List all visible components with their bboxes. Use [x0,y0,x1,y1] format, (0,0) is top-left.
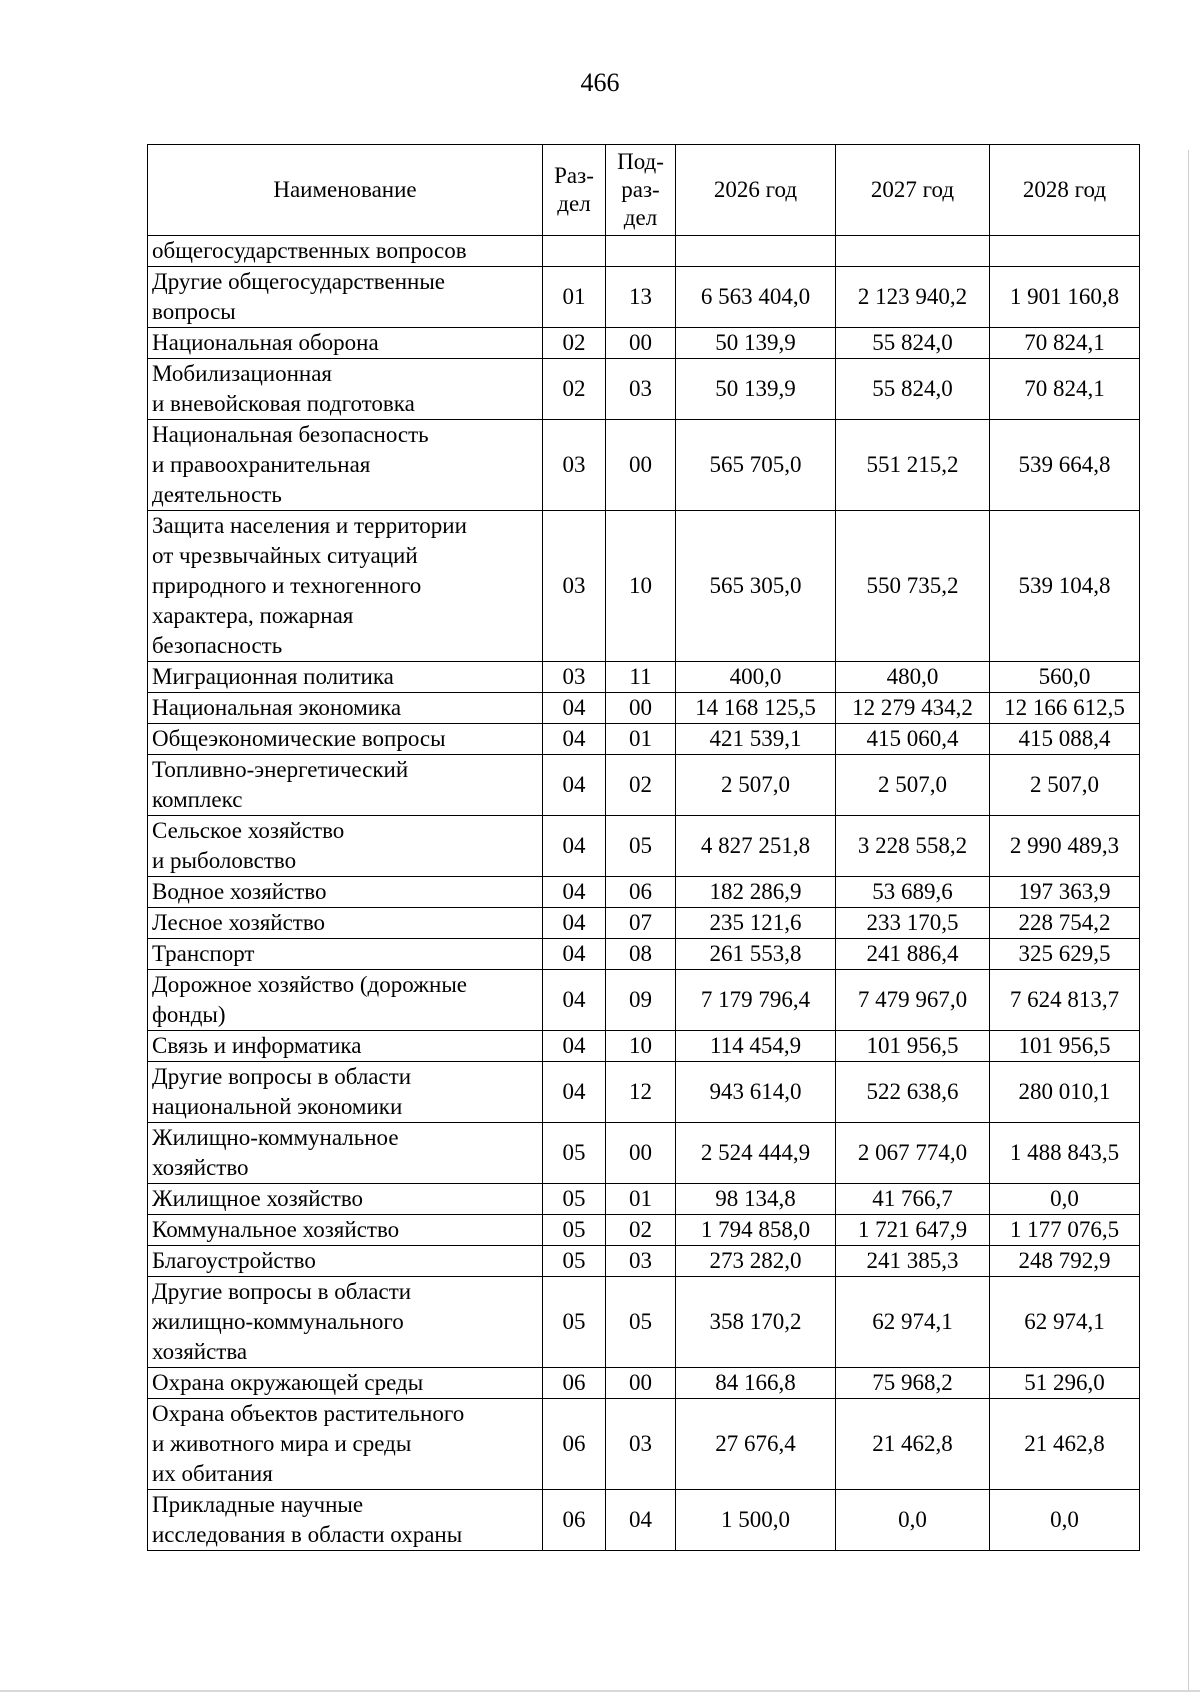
row-podrazdel: 03 [606,359,676,420]
table-row [148,236,1140,267]
table-header-row [148,145,1140,236]
row-value-2028: 1 488 843,5 [990,1123,1140,1184]
row-razdel: 04 [543,1031,606,1062]
row-value-2026: 6 563 404,0 [676,267,836,328]
header-razdel: Раз- дел [543,145,606,236]
row-podrazdel: 03 [606,1246,676,1277]
row-razdel: 04 [543,877,606,908]
row-value-2026: 421 539,1 [676,724,836,755]
row-razdel: 04 [543,755,606,816]
row-value-2028: 0,0 [990,1184,1140,1215]
row-razdel: 03 [543,511,606,662]
row-podrazdel: 00 [606,420,676,511]
row-razdel: 04 [543,908,606,939]
row-razdel: 06 [543,1490,606,1551]
row-podrazdel: 03 [606,1399,676,1490]
row-value-2028: 101 956,5 [990,1031,1140,1062]
table-row [148,662,1140,693]
row-value-2026 [676,236,836,267]
row-value-2026: 565 305,0 [676,511,836,662]
row-razdel: 01 [543,267,606,328]
page-number: 466 [580,68,620,97]
table-row [148,328,1140,359]
row-value-2028: 280 010,1 [990,1062,1140,1123]
row-value-2028: 1 177 076,5 [990,1215,1140,1246]
row-value-2028: 70 824,1 [990,328,1140,359]
row-value-2027: 550 735,2 [836,511,990,662]
table-body [148,236,1140,1551]
row-value-2027: 55 824,0 [836,328,990,359]
row-value-2027: 12 279 434,2 [836,693,990,724]
row-value-2027: 2 067 774,0 [836,1123,990,1184]
row-value-2027: 75 968,2 [836,1368,990,1399]
row-name: Национальная экономика [148,693,543,724]
row-value-2027: 55 824,0 [836,359,990,420]
row-value-2027: 101 956,5 [836,1031,990,1062]
row-value-2027: 2 507,0 [836,755,990,816]
table-row [148,1031,1140,1062]
row-value-2026: 2 507,0 [676,755,836,816]
row-razdel: 02 [543,359,606,420]
row-podrazdel: 09 [606,970,676,1031]
row-podrazdel: 02 [606,755,676,816]
row-name: Водное хозяйство [148,877,543,908]
header-2027: 2027 год [836,145,990,236]
row-razdel: 05 [543,1246,606,1277]
row-name: Общеэкономические вопросы [148,724,543,755]
row-value-2028: 248 792,9 [990,1246,1140,1277]
table-row [148,816,1140,877]
row-value-2026: 50 139,9 [676,328,836,359]
table-row [148,755,1140,816]
row-value-2027: 241 886,4 [836,939,990,970]
row-value-2028: 21 462,8 [990,1399,1140,1490]
table-row [148,1215,1140,1246]
row-podrazdel [606,236,676,267]
row-podrazdel: 00 [606,328,676,359]
table-row [148,1184,1140,1215]
table-row [148,267,1140,328]
row-podrazdel: 01 [606,1184,676,1215]
row-razdel: 05 [543,1215,606,1246]
header-2028: 2028 год [990,145,1140,236]
table-row [148,511,1140,662]
row-name: Дорожное хозяйство (дорожные фонды) [148,970,543,1031]
row-value-2026: 98 134,8 [676,1184,836,1215]
row-name: Охрана объектов растительного и животного мира и среды их обитания [148,1399,543,1490]
row-value-2028: 1 901 160,8 [990,267,1140,328]
row-podrazdel: 00 [606,693,676,724]
row-value-2028: 539 664,8 [990,420,1140,511]
row-razdel: 03 [543,420,606,511]
row-podrazdel: 02 [606,1215,676,1246]
row-value-2027: 522 638,6 [836,1062,990,1123]
row-value-2027: 415 060,4 [836,724,990,755]
row-value-2026: 943 614,0 [676,1062,836,1123]
row-value-2026: 261 553,8 [676,939,836,970]
row-value-2027: 7 479 967,0 [836,970,990,1031]
row-value-2028: 0,0 [990,1490,1140,1551]
row-value-2026: 182 286,9 [676,877,836,908]
row-value-2028: 325 629,5 [990,939,1140,970]
table-row [148,1490,1140,1551]
row-name: Другие вопросы в области жилищно-коммунального хозяйства [148,1277,543,1368]
row-name: Другие вопросы в области национальной экономики [148,1062,543,1123]
row-razdel: 03 [543,662,606,693]
row-value-2027: 53 689,6 [836,877,990,908]
row-value-2028: 12 166 612,5 [990,693,1140,724]
row-value-2026: 50 139,9 [676,359,836,420]
table-row [148,877,1140,908]
row-podrazdel: 11 [606,662,676,693]
row-razdel: 02 [543,328,606,359]
row-value-2026: 400,0 [676,662,836,693]
row-podrazdel: 04 [606,1490,676,1551]
row-value-2026: 358 170,2 [676,1277,836,1368]
row-razdel: 06 [543,1399,606,1490]
row-podrazdel: 12 [606,1062,676,1123]
row-razdel: 04 [543,1062,606,1123]
row-razdel: 04 [543,939,606,970]
row-name: Топливно-энергетический комплекс [148,755,543,816]
row-name: Национальная оборона [148,328,543,359]
row-value-2026: 565 705,0 [676,420,836,511]
budget-table [147,144,1140,1551]
header-name: Наименование [148,145,543,236]
row-value-2028: 51 296,0 [990,1368,1140,1399]
row-value-2028: 2 990 489,3 [990,816,1140,877]
row-razdel: 04 [543,724,606,755]
header-2026: 2026 год [676,145,836,236]
row-value-2027: 0,0 [836,1490,990,1551]
table-row [148,1062,1140,1123]
row-value-2027: 480,0 [836,662,990,693]
row-value-2026: 235 121,6 [676,908,836,939]
row-value-2026: 7 179 796,4 [676,970,836,1031]
table-row [148,939,1140,970]
header-podrazdel: Под- раз- дел [606,145,676,236]
row-value-2026: 273 282,0 [676,1246,836,1277]
row-razdel: 04 [543,816,606,877]
row-name: Национальная безопасность и правоохранительная деятельность [148,420,543,511]
row-value-2027: 2 123 940,2 [836,267,990,328]
row-value-2028: 2 507,0 [990,755,1140,816]
row-name: Лесное хозяйство [148,908,543,939]
row-name: Благоустройство [148,1246,543,1277]
row-podrazdel: 10 [606,1031,676,1062]
row-razdel: 05 [543,1277,606,1368]
table-row [148,1368,1140,1399]
row-name: Миграционная политика [148,662,543,693]
table-row [148,1399,1140,1490]
row-value-2027: 241 385,3 [836,1246,990,1277]
row-podrazdel: 01 [606,724,676,755]
row-value-2027: 3 228 558,2 [836,816,990,877]
row-value-2026: 1 794 858,0 [676,1215,836,1246]
row-value-2026: 1 500,0 [676,1490,836,1551]
row-value-2028 [990,236,1140,267]
row-podrazdel: 10 [606,511,676,662]
row-podrazdel: 00 [606,1368,676,1399]
row-name: Жилищное хозяйство [148,1184,543,1215]
row-razdel [543,236,606,267]
row-razdel: 05 [543,1184,606,1215]
row-value-2026: 2 524 444,9 [676,1123,836,1184]
row-razdel: 04 [543,970,606,1031]
row-razdel: 04 [543,693,606,724]
row-podrazdel: 13 [606,267,676,328]
row-name: Жилищно-коммунальное хозяйство [148,1123,543,1184]
row-value-2027: 21 462,8 [836,1399,990,1490]
table-row [148,970,1140,1031]
row-value-2026: 84 166,8 [676,1368,836,1399]
row-name: общегосударственных вопросов [148,236,543,267]
row-name: Прикладные научные исследования в области охраны [148,1490,543,1551]
row-podrazdel: 05 [606,816,676,877]
row-name: Другие общегосударственные вопросы [148,267,543,328]
row-razdel: 06 [543,1368,606,1399]
row-value-2028: 7 624 813,7 [990,970,1140,1031]
row-podrazdel: 05 [606,1277,676,1368]
row-value-2028: 70 824,1 [990,359,1140,420]
table-row [148,724,1140,755]
row-name: Коммунальное хозяйство [148,1215,543,1246]
row-podrazdel: 08 [606,939,676,970]
row-value-2027: 62 974,1 [836,1277,990,1368]
table-row [148,420,1140,511]
row-value-2026: 27 676,4 [676,1399,836,1490]
table-row [148,693,1140,724]
row-razdel: 05 [543,1123,606,1184]
row-name: Транспорт [148,939,543,970]
row-name: Охрана окружающей среды [148,1368,543,1399]
row-value-2028: 415 088,4 [990,724,1140,755]
table-row [148,1277,1140,1368]
row-value-2026: 114 454,9 [676,1031,836,1062]
table-row [148,908,1140,939]
row-name: Защита населения и территории от чрезвычайных ситуаций природного и техногенного характера, пожарная безопасность [148,511,543,662]
row-name: Мобилизационная и вневойсковая подготовка [148,359,543,420]
table-row [148,1123,1140,1184]
row-value-2027: 41 766,7 [836,1184,990,1215]
row-podrazdel: 07 [606,908,676,939]
row-value-2028: 539 104,8 [990,511,1140,662]
row-name: Связь и информатика [148,1031,543,1062]
row-value-2028: 197 363,9 [990,877,1140,908]
row-podrazdel: 06 [606,877,676,908]
row-value-2026: 4 827 251,8 [676,816,836,877]
row-name: Сельское хозяйство и рыболовство [148,816,543,877]
row-value-2026: 14 168 125,5 [676,693,836,724]
table-row [148,1246,1140,1277]
row-value-2027: 233 170,5 [836,908,990,939]
row-value-2028: 62 974,1 [990,1277,1140,1368]
row-value-2027 [836,236,990,267]
row-podrazdel: 00 [606,1123,676,1184]
row-value-2028: 560,0 [990,662,1140,693]
table-row [148,359,1140,420]
row-value-2027: 551 215,2 [836,420,990,511]
scan-edge [1188,150,1189,1690]
row-value-2027: 1 721 647,9 [836,1215,990,1246]
row-value-2028: 228 754,2 [990,908,1140,939]
scan-artifact-line [0,1690,1200,1692]
